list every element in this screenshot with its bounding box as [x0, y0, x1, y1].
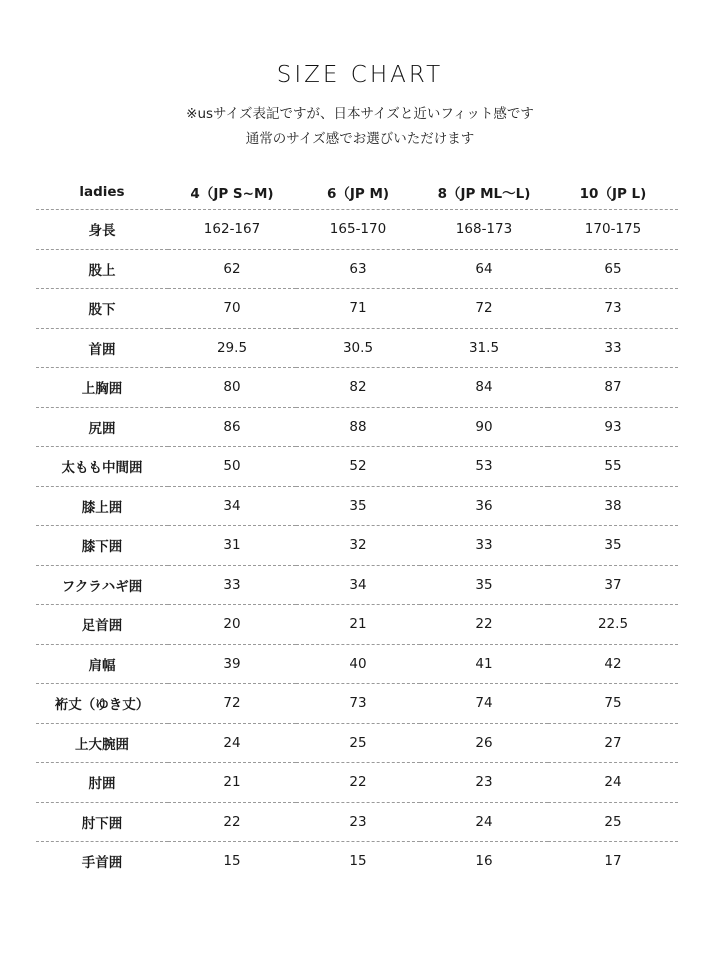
table-cell: 21 [168, 763, 296, 803]
table-row [36, 565, 678, 605]
table-cell: 15 [349, 853, 367, 870]
table-cell: 75 [548, 684, 678, 724]
table-cell: 37 [548, 565, 678, 605]
size-note-line-2: 通常のサイズ感でお選びいただけます [245, 131, 475, 147]
table-cell: 87 [548, 368, 678, 408]
table-row [36, 486, 678, 526]
table-cell: 15 [223, 853, 241, 870]
table-cell: 73 [296, 684, 420, 724]
table-row [36, 328, 678, 368]
row-label: 尻囲 [36, 407, 168, 447]
row-label: 股下 [36, 289, 168, 329]
table-cell: 35 [420, 565, 548, 605]
table-cell: 33 [548, 328, 678, 368]
table-cell: 32 [296, 526, 420, 566]
table-row [36, 763, 678, 803]
table-cell: 80 [168, 368, 296, 408]
table-cell: 40 [296, 644, 420, 684]
table-cell: 35 [296, 486, 420, 526]
table-body [36, 210, 678, 881]
table-cell: 71 [296, 289, 420, 329]
table-row [36, 447, 678, 487]
table-row [36, 605, 678, 645]
row-label: 身長 [36, 210, 168, 250]
table-cell: 24 [168, 723, 296, 763]
table-row [36, 526, 678, 566]
table-cell: 38 [548, 486, 678, 526]
row-label: 足首囲 [36, 605, 168, 645]
table-cell: 93 [548, 407, 678, 447]
table-cell: 73 [548, 289, 678, 329]
table-cell: 168-173 [420, 210, 548, 250]
header-cell-size-6: 6（JP M) [296, 174, 420, 210]
table-cell: 34 [168, 486, 296, 526]
table-cell: 39 [168, 644, 296, 684]
page-title: SIZE CHART [276, 62, 444, 88]
table-cell: 70 [168, 289, 296, 329]
row-label: 肘下囲 [36, 802, 168, 842]
size-chart-table [36, 174, 678, 881]
header-cell-size-4: 4（JP S~M) [168, 174, 296, 210]
header-cell-size-10: 10（JP L) [548, 174, 678, 210]
table-cell: 24 [548, 763, 678, 803]
table-cell: 82 [296, 368, 420, 408]
table-cell: 27 [548, 723, 678, 763]
table-row [36, 802, 678, 842]
table-cell: 88 [296, 407, 420, 447]
row-label: 肘囲 [36, 763, 168, 803]
table-cell: 22 [168, 802, 296, 842]
table-cell: 42 [548, 644, 678, 684]
header-cell-size-8: 8（JP ML〜L) [420, 174, 548, 210]
header-cell-category: ladies [36, 174, 168, 210]
table-cell: 25 [296, 723, 420, 763]
table-cell: 35 [548, 526, 678, 566]
table-cell: 24 [420, 802, 548, 842]
table-cell: 21 [296, 605, 420, 645]
table-cell: 41 [420, 644, 548, 684]
table-cell: 29.5 [168, 328, 296, 368]
row-label: フクラハギ囲 [36, 565, 168, 605]
table-cell: 33 [168, 565, 296, 605]
row-label: 上胸囲 [36, 368, 168, 408]
row-label: 膝下囲 [36, 526, 168, 566]
row-label: 裄丈（ゆき丈） [36, 684, 168, 724]
table-cell: 34 [296, 565, 420, 605]
table-cell: 90 [420, 407, 548, 447]
table-row [36, 249, 678, 289]
table-cell: 52 [296, 447, 420, 487]
table-cell: 36 [420, 486, 548, 526]
table-row [36, 407, 678, 447]
table-cell: 170-175 [548, 210, 678, 250]
table-cell: 17 [604, 853, 622, 870]
table-cell: 64 [420, 249, 548, 289]
table-header-row [36, 174, 678, 210]
table-cell: 22 [420, 605, 548, 645]
row-label: 手首囲 [81, 855, 123, 872]
table-cell: 50 [168, 447, 296, 487]
table-cell: 72 [168, 684, 296, 724]
row-label: 肩幅 [36, 644, 168, 684]
table-row [36, 289, 678, 329]
table-cell: 23 [296, 802, 420, 842]
table-cell: 22 [296, 763, 420, 803]
table-row [36, 684, 678, 724]
table-cell: 72 [420, 289, 548, 329]
table-row [36, 723, 678, 763]
table-cell: 65 [548, 249, 678, 289]
table-row [36, 368, 678, 408]
table-cell: 20 [168, 605, 296, 645]
row-label: 膝上囲 [36, 486, 168, 526]
table-cell: 25 [548, 802, 678, 842]
table-row [36, 644, 678, 684]
table-cell: 26 [420, 723, 548, 763]
table-cell: 63 [296, 249, 420, 289]
table-cell: 31 [168, 526, 296, 566]
row-label: 股上 [36, 249, 168, 289]
size-note-line-1: ※usサイズ表記ですが、日本サイズと近いフィット感です [186, 106, 534, 122]
table-cell: 162-167 [168, 210, 296, 250]
table-cell: 16 [475, 853, 493, 870]
table-cell: 30.5 [296, 328, 420, 368]
table-cell: 23 [420, 763, 548, 803]
table-cell: 74 [420, 684, 548, 724]
table-row [36, 842, 678, 881]
table-cell: 86 [168, 407, 296, 447]
table-cell: 165-170 [296, 210, 420, 250]
table-cell: 33 [420, 526, 548, 566]
table-row [36, 210, 678, 250]
table-cell: 84 [420, 368, 548, 408]
row-label: 上大腕囲 [36, 723, 168, 763]
table-cell: 62 [168, 249, 296, 289]
row-label: 首囲 [36, 328, 168, 368]
table-cell: 55 [548, 447, 678, 487]
table-cell: 31.5 [420, 328, 548, 368]
row-label: 太もも中間囲 [36, 447, 168, 487]
table-cell: 22.5 [548, 605, 678, 645]
table-cell: 53 [420, 447, 548, 487]
